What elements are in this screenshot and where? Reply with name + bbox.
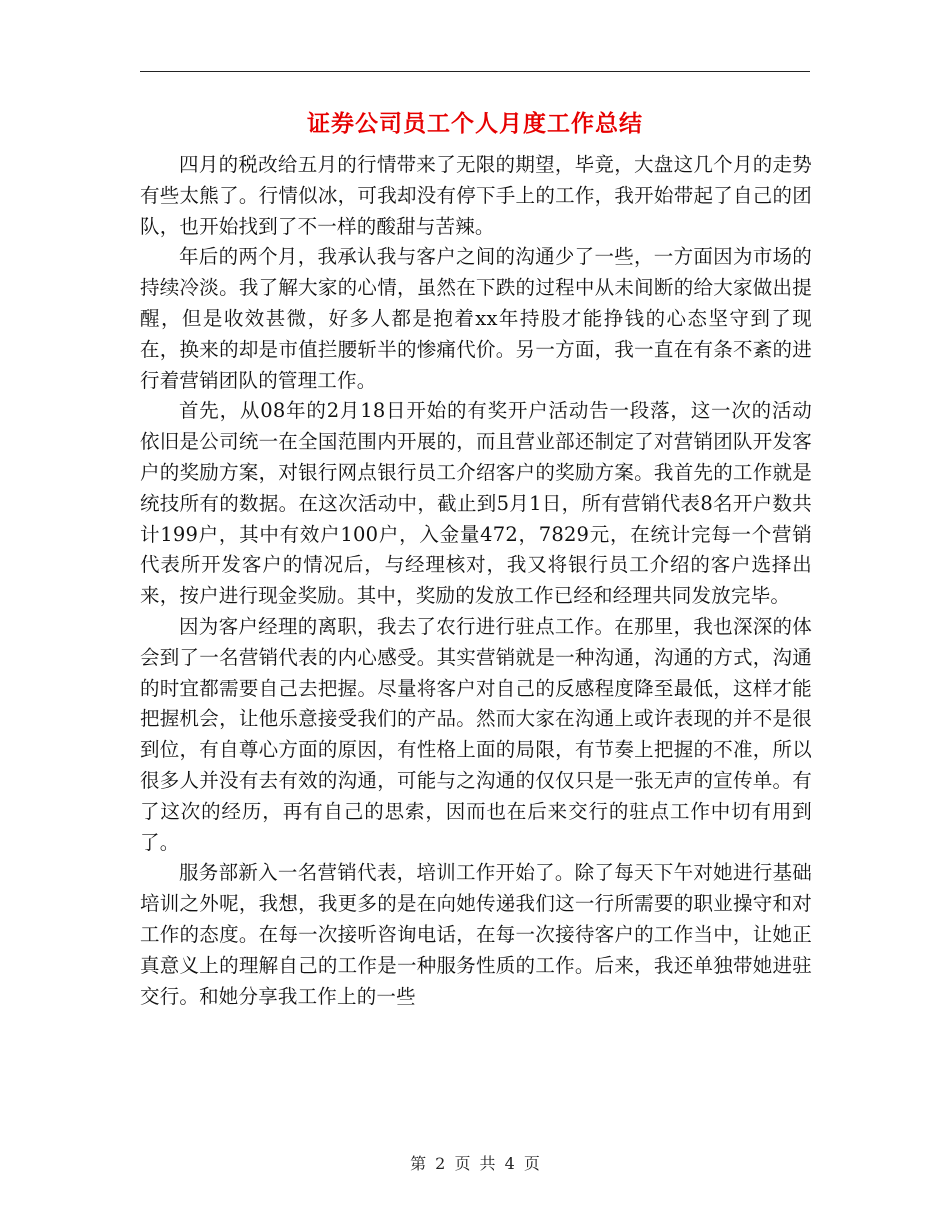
paragraph-2: 年后的两个月，我承认我与客户之间的沟通少了一些，一方面因为市场的持续冷淡。我了解大家的心情，虽然在下跌的过程中从未间断的给大家做出提醒，但是收效甚微，好多人都是抱着xx年持股才能挣钱的心态坚守到了现在，换来的却是市值拦腰斩半的惨痛代价。另一方面，我一直在有条不紊的进行着营销团队的管理工作。 xyxy=(140,245,812,392)
page-number-footer: 第 2 页 共 4 页 xyxy=(410,1154,540,1173)
header-rule xyxy=(140,71,810,72)
paragraph-5: 服务部新入一名营销代表，培训工作开始了。除了每天下午对她进行基础培训之外呢，我想，我更多的是在向她传递我们这一行所需要的职业操守和对工作的态度。在每一次接听咨询电话，在每一次接待客户的工作当中，让她正真意义上的理解自己的工作是一种服务性质的工作。后来，我还单独带她进驻交行。和她分享我工作上的一些 xyxy=(140,861,812,1008)
document-title: 证券公司员工个人月度工作总结 xyxy=(307,111,643,137)
document-body xyxy=(140,150,812,1012)
paragraph-4: 因为客户经理的离职，我去了农行进行驻点工作。在那里，我也深深的体会到了一名营销代表的内心感受。其实营销就是一种沟通，沟通的方式，沟通的时宜都需要自己去把握。尽量将客户对自己的反感程度降至最低，这样才能把握机会，让他乐意接受我们的产品。然而大家在沟通上或许表现的并不是很到位，有自尊心方面的原因，有性格上面的局限，有节奏上把握的不准，所以很多人并没有去有效的沟通，可能与之沟通的仅仅只是一张无声的宣传单。有了这次的经历，再有自己的思索，因而也在后来交行的驻点工作中切有用到了。 xyxy=(140,614,812,854)
paragraph-1: 四月的税改给五月的行情带来了无限的期望，毕竟，大盘这几个月的走势有些太熊了。行情似冰，可我却没有停下手上的工作，我开始带起了自己的团队，也开始找到了不一样的酸甜与苦辣。 xyxy=(140,153,812,238)
paragraph-3: 首先，从08年的2月18日开始的有奖开户活动告一段落，这一次的活动依旧是公司统一在全国范围内开展的，而且营业部还制定了对营销团队开发客户的奖励方案，对银行网点银行员工介绍客户的奖励方案。我首先的工作就是统技所有的数据。在这次活动中，截止到5月1日，所有营销代表8名开户数共计199户，其中有效户100户，入金量472，7829元，在统计完每一个营销代表所开发客户的情况后，与经理核对，我又将银行员工介绍的客户选择出来，按户进行现金奖励。其中，奖励的发放工作已经和经理共同发放完毕。 xyxy=(140,399,812,608)
